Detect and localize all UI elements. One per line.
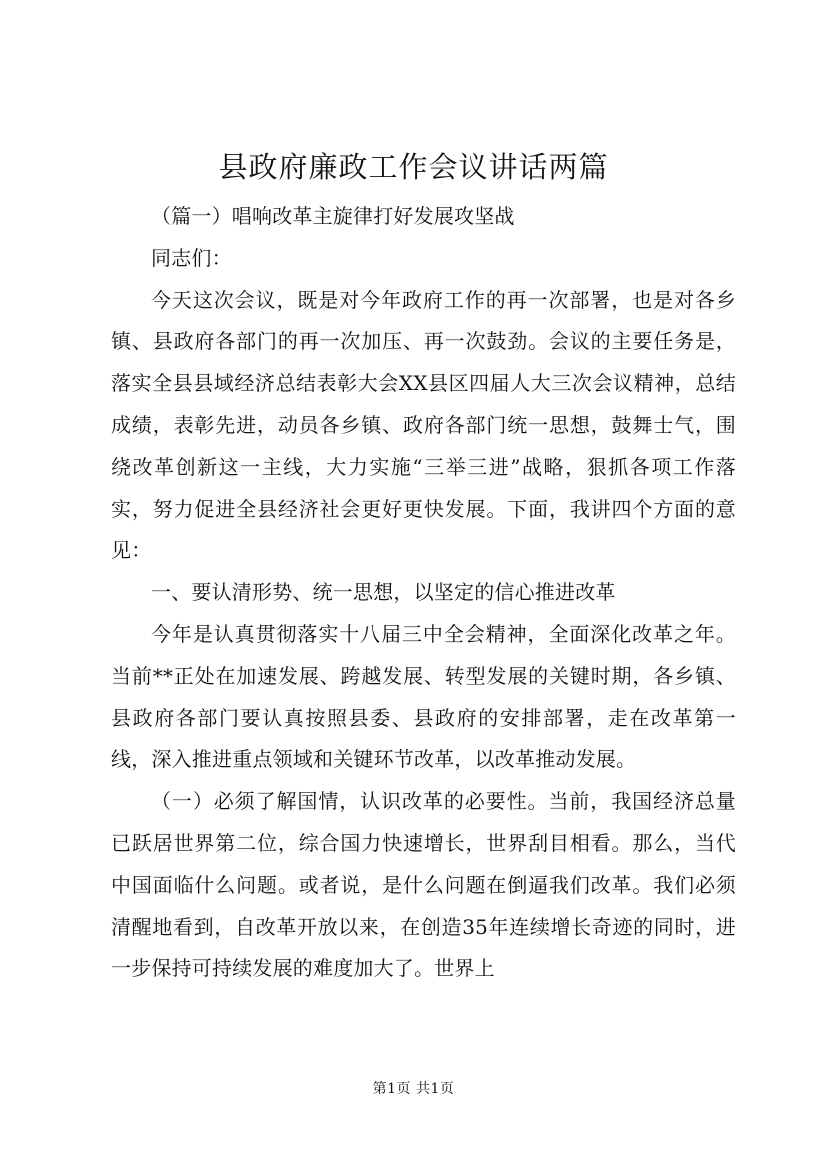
document-subtitle: （篇一）唱响改革主旋律打好发展攻坚战 — [151, 204, 515, 228]
paragraph-intro: 今天这次会议，既是对今年政府工作的再一次部署，也是对各乡镇、县政府各部门的再一次加压、再一次鼓劲。会议的主要任务是，落实全县县域经济总结表彰大会XX县区四届人大三次会议精神，总结成绩，表彰先进，动员各乡镇、政府各部门统一思想，鼓舞士气，围绕改革创新这一主线，大力实施“三举三进”战略，狠抓各项工作落实，努力促进全县经济社会更好更快发展。下面，我讲四个方面的意见： — [111, 287, 736, 563]
paragraph-reform-year: 今年是认真贯彻落实十八届三中全会精神，全面深化改革之年。当前**正处在加速发展、跨越发展、转型发展的关键时期，各乡镇、县政府各部门要认真按照县委、县政府的安排部署，走在改革第一线，深入推进重点领域和关键环节改革，以改革推动发展。 — [111, 621, 736, 772]
page-number: 第1页 共1页 — [372, 1081, 455, 1097]
paragraph-national-conditions: （一）必须了解国情，认识改革的必要性。当前，我国经济总量已跃居世界第二位，综合国力快速增长，世界刮目相看。那么，当代中国面临什么问题。或者说，是什么问题在倒逼我们改革。我们必须清醒地看到，自改革开放以来，在创造35年连续增长奇迹的同时，进一步保持可持续发展的难度加大了。世界上 — [111, 789, 736, 981]
section-heading: 一、要认清形势、统一思想，以坚定的信心推进改革 — [151, 580, 616, 605]
page-title: 县政府廉政工作会议讲话两篇 — [218, 150, 609, 184]
salutation: 同志们： — [151, 245, 232, 270]
document-body — [111, 196, 736, 990]
